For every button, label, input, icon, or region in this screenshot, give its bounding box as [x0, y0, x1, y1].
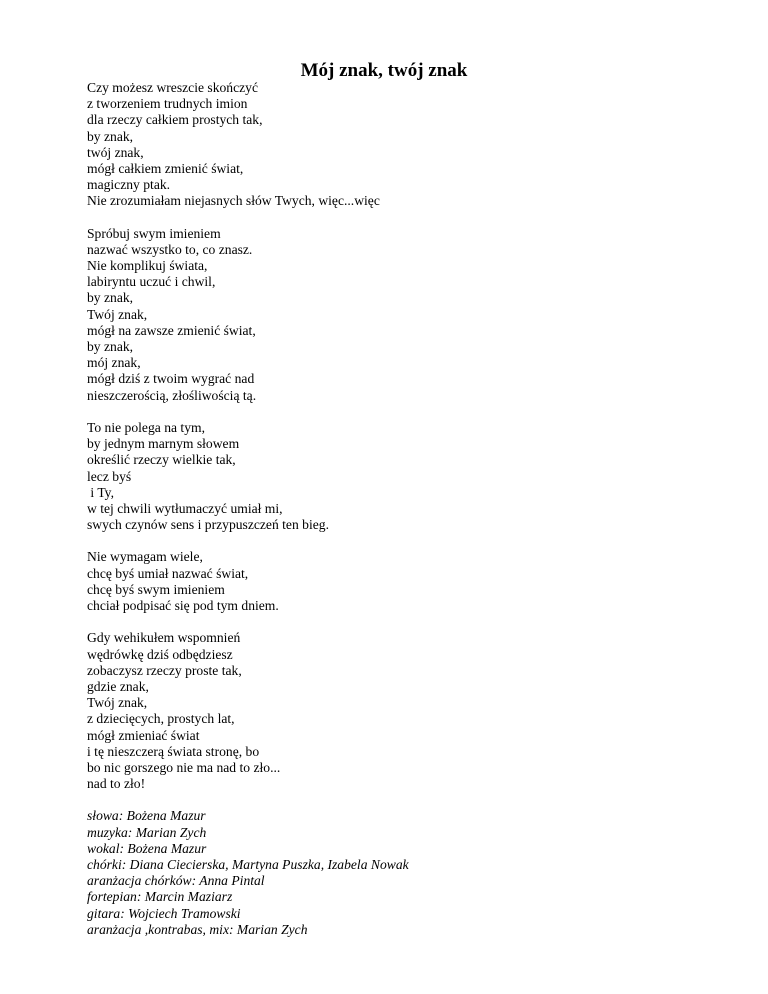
lyric-line: To nie polega na tym, [87, 419, 205, 435]
lyric-line: by znak, [87, 128, 134, 144]
lyric-line: swych czynów sens i przypuszczeń ten bieg. [87, 517, 329, 533]
lyric-line: by znak, [87, 290, 134, 306]
credit-line: aranżacja ,kontrabas, mix: Marian Zych [87, 921, 308, 937]
lyric-line: by jednym marnym słowem [87, 436, 240, 452]
lyric-line: nieszczerością, złośliwością tą. [87, 387, 257, 403]
lyric-line: nazwać wszystko to, co znasz. [87, 241, 253, 257]
credit-line: słowa: Bożena Mazur [87, 808, 206, 824]
lyric-line: z dziecięcych, prostych lat, [87, 711, 235, 727]
lyric-line: i tę nieszczerą świata stronę, bo [87, 743, 260, 759]
song-title: Mój znak, twój znak [300, 60, 468, 81]
lyric-line: by znak, [87, 339, 134, 354]
credit-line: fortepian: Marcin Maziarz [87, 889, 233, 905]
credit-line: gitara: Wojciech Tramowski [87, 905, 241, 921]
lyric-line: bo nic gorszego nie ma nad to zło... [87, 759, 281, 775]
lyric-line: lecz byś [87, 468, 132, 484]
lyric-line: mógł dziś z twoim wygrać nad [87, 371, 255, 387]
lyric-line: mógł zmieniać świat [87, 727, 200, 743]
lyric-line: magiczny ptak. [87, 177, 171, 193]
stanza-3 [87, 420, 727, 533]
lyric-line: Nie komplikuj świata, [87, 258, 208, 274]
lyric-line: Spróbuj swym imieniem [87, 225, 221, 241]
lyric-line: mój znak, [87, 355, 141, 371]
stanza-4 [87, 549, 727, 614]
lyric-line: dla rzeczy całkiem prostych tak, [87, 112, 263, 128]
credit-line: chórki: Diana Ciecierska, Martyna Puszka, Izabela Nowak [87, 857, 409, 872]
lyric-line: określić rzeczy wielkie tak, [87, 452, 236, 468]
lyric-line: Nie zrozumiałam niejasnych słów Twych, więc...więc [87, 193, 380, 209]
lyric-line: chciał podpisać się pod tym dniem. [87, 598, 279, 613]
lyric-line: nad to zło! [87, 776, 146, 792]
lyric-line: wędrówkę dziś odbędziesz [87, 646, 233, 662]
stanza-5 [87, 630, 727, 792]
lyric-line: mógł całkiem zmienić świat, [87, 160, 244, 176]
lyric-line: Gdy wehikułem wspomnień [87, 630, 241, 646]
credit-line: wokal: Bożena Mazur [87, 840, 207, 856]
lyric-line: gdzie znak, [87, 678, 149, 694]
stanza-2 [87, 226, 727, 404]
lyric-line: twój znak, [87, 144, 144, 160]
lyric-line: labiryntu uczuć i chwil, [87, 274, 216, 290]
lyric-line: zobaczysz rzeczy proste tak, [87, 662, 242, 678]
lyric-line: w tej chwili wytłumaczyć umiał mi, [87, 500, 283, 516]
lyric-line: mógł na zawsze zmienić świat, [87, 322, 256, 338]
lyrics-body [87, 80, 727, 954]
lyric-line: Czy możesz wreszcie skończyć [87, 80, 258, 95]
lyric-line: Twój znak, [87, 306, 148, 322]
stanza-1 [87, 80, 727, 210]
lyric-line: chcę byś umiał nazwać świat, [87, 565, 249, 581]
lyric-line: Nie wymagam wiele, [87, 549, 203, 565]
lyric-line: i Ty, [87, 484, 114, 500]
credit-line: aranżacja chórków: Anna Pintal [87, 873, 265, 889]
credits-block [87, 808, 727, 938]
credit-line: muzyka: Marian Zych [87, 824, 207, 840]
lyric-line: chcę byś swym imieniem [87, 581, 225, 597]
lyric-line: Twój znak, [87, 695, 148, 711]
lyric-line: z tworzeniem trudnych imion [87, 96, 248, 112]
